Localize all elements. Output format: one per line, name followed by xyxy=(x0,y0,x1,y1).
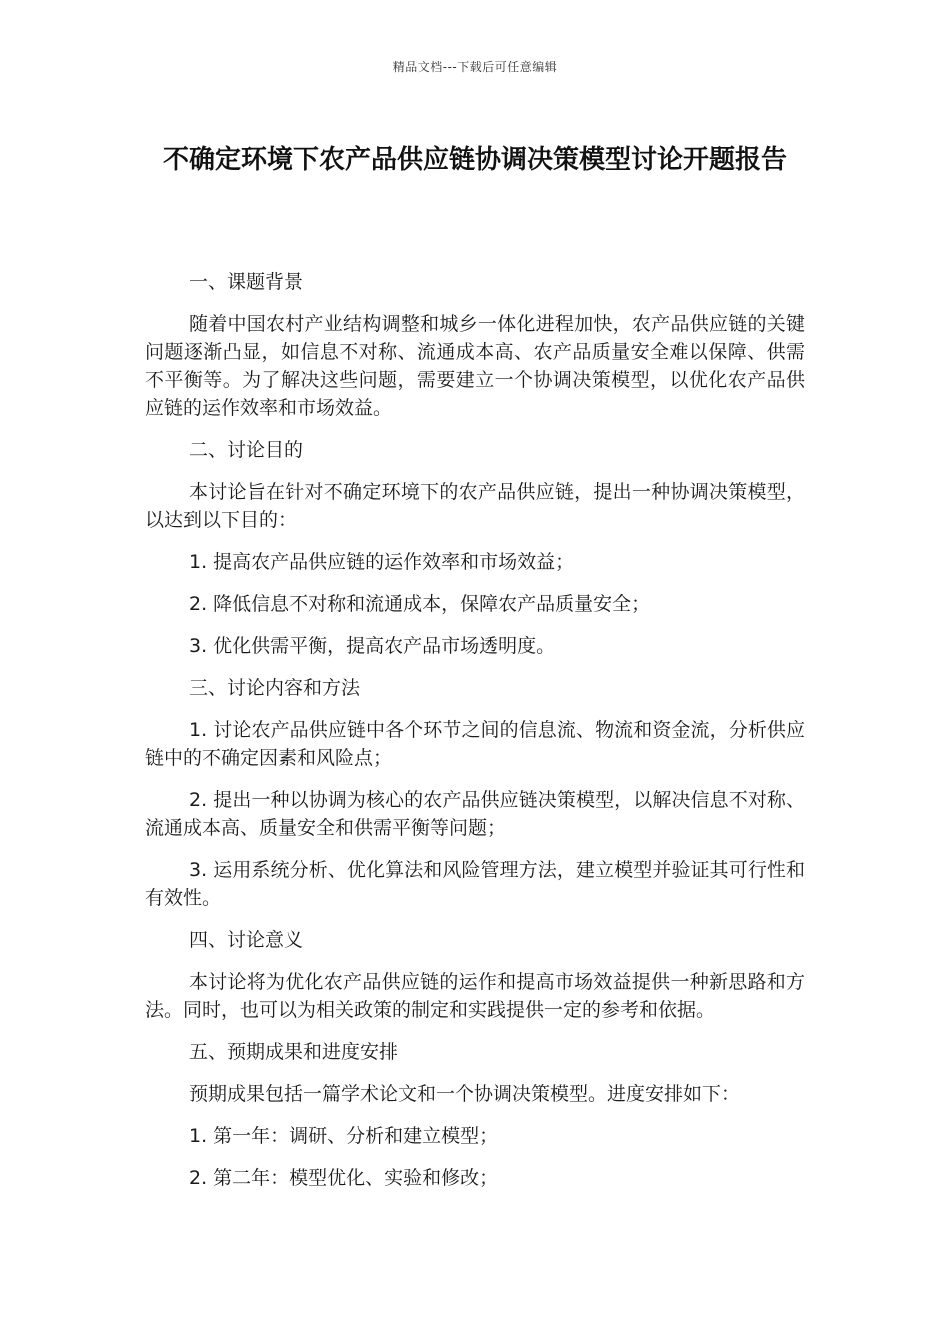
list-item-schedule-2: 2. 第二年：模型优化、实验和修改； xyxy=(189,1167,499,1189)
paragraph-significance: 本讨论将为优化农产品供应链的运作和提高市场效益提供一种新思路和方法。同时，也可以为相关政策的制定和实践提供一定的参考和依据。 xyxy=(145,971,805,1021)
header-note: 精品文档---下载后可任意编辑 xyxy=(392,60,558,74)
list-item-content-3: 3. 运用系统分析、优化算法和风险管理方法，建立模型并验证其可行性和有效性。 xyxy=(145,859,805,909)
section-heading-outcomes-schedule: 五、预期成果和进度安排 xyxy=(189,1041,399,1063)
document-title: 不确定环境下农产品供应链协调决策模型讨论开题报告 xyxy=(162,145,787,175)
list-item-schedule-1: 1. 第一年：调研、分析和建立模型； xyxy=(189,1125,499,1147)
paragraph-purpose: 本讨论旨在针对不确定环境下的农产品供应链，提出一种协调决策模型，以达到以下目的： xyxy=(145,481,805,531)
section-heading-purpose: 二、讨论目的 xyxy=(189,439,304,461)
list-item-purpose-2: 2. 降低信息不对称和流通成本，保障农产品质量安全； xyxy=(189,593,651,615)
section-heading-content-methods: 三、讨论内容和方法 xyxy=(189,677,361,699)
paragraph-background: 随着中国农村产业结构调整和城乡一体化进程加快，农产品供应链的关键问题逐渐凸显，如信息不对称、流通成本高、农产品质量安全难以保障、供需不平衡等。为了解决这些问题，需要建立一个协调决策模型，以优化农产品供应链的运作效率和市场效益。 xyxy=(145,313,805,419)
list-item-content-2: 2. 提出一种以协调为核心的农产品供应链决策模型，以解决信息不对称、流通成本高、质量安全和供需平衡等问题； xyxy=(145,789,805,839)
section-heading-significance: 四、讨论意义 xyxy=(189,929,304,951)
list-item-purpose-3: 3. 优化供需平衡，提高农产品市场透明度。 xyxy=(189,635,556,657)
list-item-content-1: 1. 讨论农产品供应链中各个环节之间的信息流、物流和资金流，分析供应链中的不确定因素和风险点； xyxy=(145,719,805,769)
paragraph-outcomes: 预期成果包括一篇学术论文和一个协调决策模型。进度安排如下： xyxy=(189,1083,741,1105)
section-heading-background: 一、课题背景 xyxy=(189,271,304,293)
list-item-purpose-1: 1. 提高农产品供应链的运作效率和市场效益； xyxy=(189,551,575,573)
document-body xyxy=(145,268,805,1192)
